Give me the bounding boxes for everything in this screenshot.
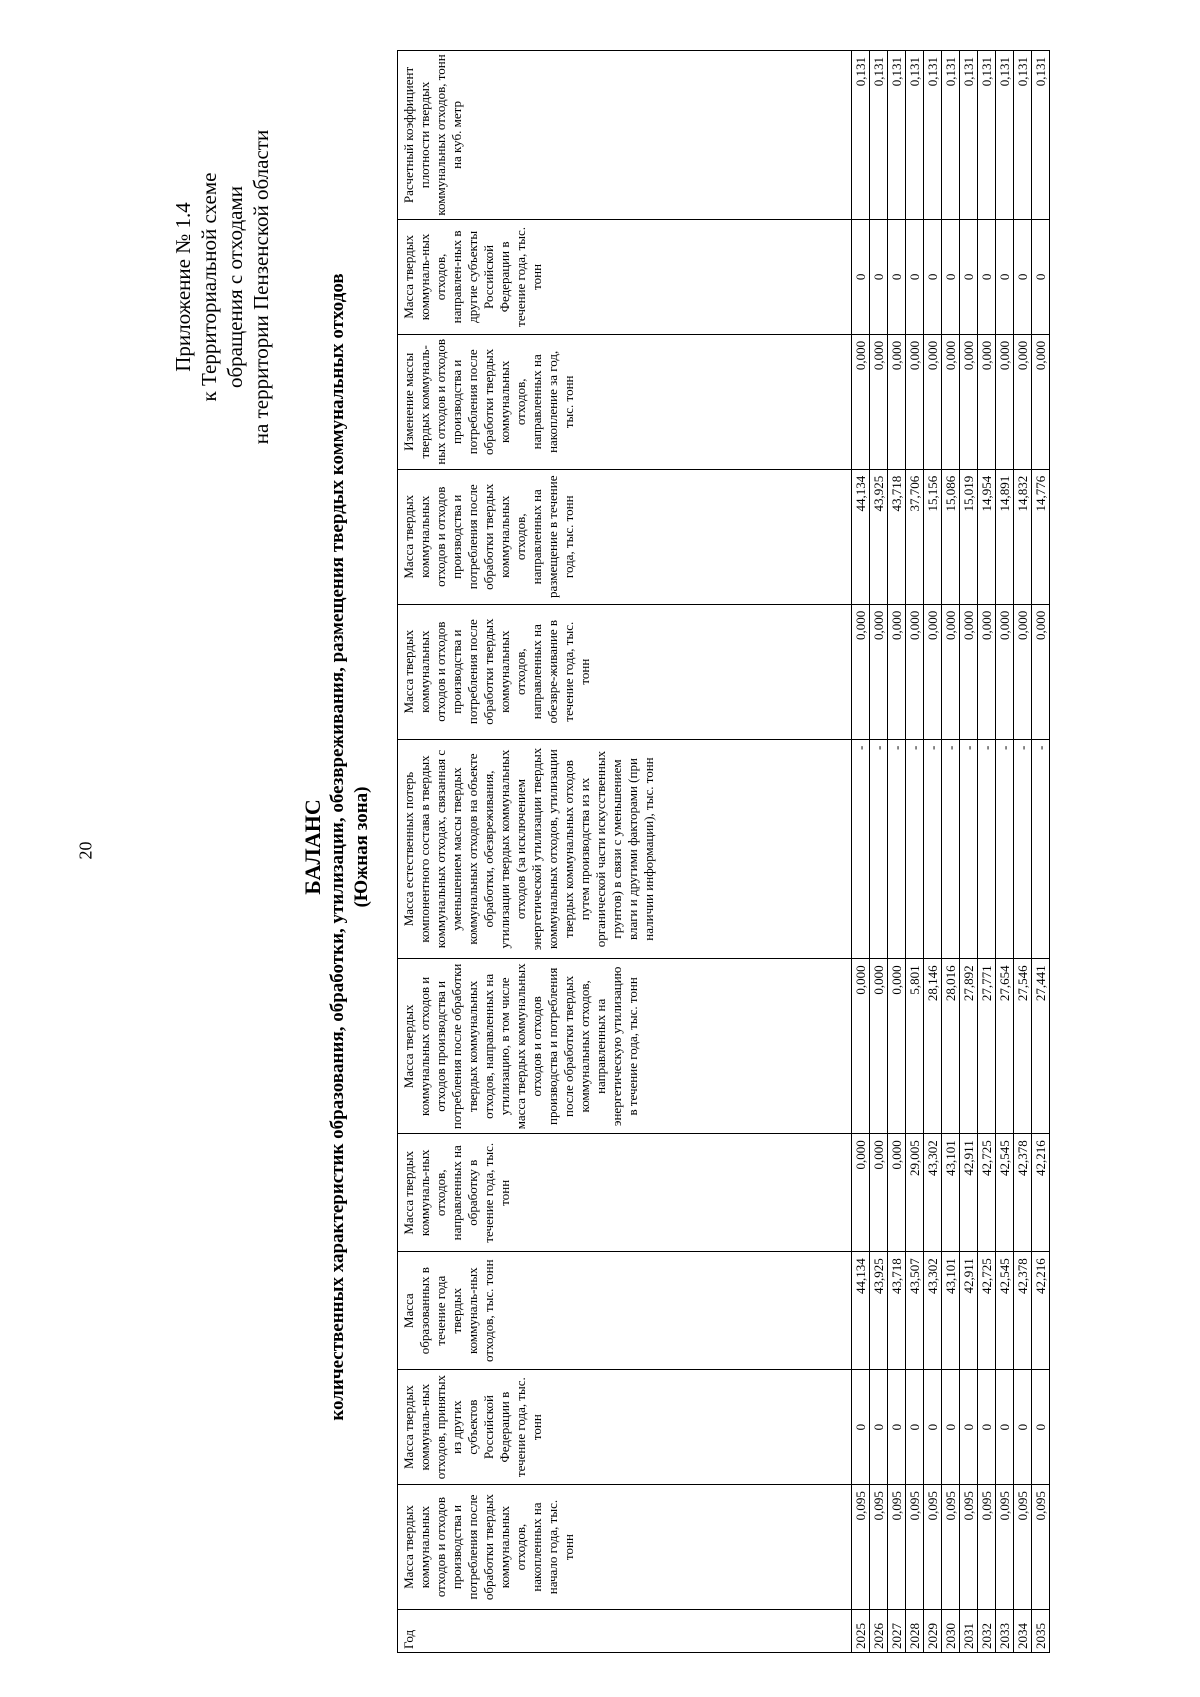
cell-accumulated: 0,095 [960, 1485, 978, 1610]
cell-accumulated: 0,095 [978, 1485, 996, 1610]
cell-accumulation-change: 0,000 [942, 334, 960, 469]
cell-year: 2032 [978, 1610, 996, 1653]
cell-generated: 42,216 [1032, 1252, 1050, 1370]
table-row [870, 51, 888, 1653]
cell-received: 0 [960, 1370, 978, 1485]
cell-disposal: 15,156 [924, 469, 942, 604]
cell-processing: 42,545 [996, 1134, 1014, 1252]
cell-neutralization: 0,000 [906, 604, 924, 739]
cell-received: 0 [1014, 1370, 1032, 1485]
cell-disposal: 14,832 [1014, 469, 1032, 604]
cell-accumulation-change: 0,000 [852, 334, 870, 469]
cell-disposal: 14,954 [978, 469, 996, 604]
cell-accumulation-change: 0,000 [960, 334, 978, 469]
cell-accumulation-change: 0,000 [1032, 334, 1050, 469]
cell-natural-losses: - [978, 739, 996, 959]
cell-generated: 43,101 [942, 1252, 960, 1370]
appendix-line-2: к Территориальной схеме [197, 172, 221, 402]
cell-utilization: 0,000 [870, 959, 888, 1134]
column-header-accumulated: Масса твердых коммунальных отходов и отходов производства и потребления после обработки твердых коммунальных отходов, накопленных на начало года, тыс. тонн [398, 1485, 852, 1610]
cell-accumulated: 0,095 [852, 1485, 870, 1610]
column-header-year: Год [398, 1610, 852, 1653]
column-header-processing: Масса твердых коммуналь-ных отходов, направленных на обработку в течение года, тыс. тонн [398, 1134, 852, 1252]
cell-natural-losses: - [852, 739, 870, 959]
cell-natural-losses: - [924, 739, 942, 959]
cell-neutralization: 0,000 [996, 604, 1014, 739]
appendix-note [170, 7, 274, 567]
cell-sent-out: 0 [978, 219, 996, 334]
cell-generated: 42,911 [960, 1252, 978, 1370]
cell-utilization: 0,000 [888, 959, 906, 1134]
table-row [978, 51, 996, 1653]
cell-processing: 29,005 [906, 1134, 924, 1252]
cell-density: 0,131 [906, 51, 924, 220]
cell-accumulated: 0,095 [942, 1485, 960, 1610]
cell-received: 0 [852, 1370, 870, 1485]
table-row [906, 51, 924, 1653]
cell-neutralization: 0,000 [1032, 604, 1050, 739]
cell-received: 0 [924, 1370, 942, 1485]
cell-processing: 42,725 [978, 1134, 996, 1252]
cell-neutralization: 0,000 [960, 604, 978, 739]
cell-generated: 43,925 [870, 1252, 888, 1370]
cell-accumulation-change: 0,000 [870, 334, 888, 469]
cell-disposal: 44,134 [852, 469, 870, 604]
cell-processing: 0,000 [888, 1134, 906, 1252]
cell-generated: 44,134 [852, 1252, 870, 1370]
cell-sent-out: 0 [942, 219, 960, 334]
cell-year: 2035 [1032, 1610, 1050, 1653]
appendix-line-3: обращения с отходами [223, 186, 247, 388]
cell-accumulated: 0,095 [996, 1485, 1014, 1610]
cell-accumulated: 0,095 [1014, 1485, 1032, 1610]
cell-processing: 42,911 [960, 1134, 978, 1252]
cell-neutralization: 0,000 [888, 604, 906, 739]
cell-received: 0 [906, 1370, 924, 1485]
cell-disposal: 14,776 [1032, 469, 1050, 604]
cell-processing: 42,216 [1032, 1134, 1050, 1252]
table-row [1032, 51, 1050, 1653]
cell-accumulated: 0,095 [906, 1485, 924, 1610]
cell-natural-losses: - [1032, 739, 1050, 959]
column-header-utilization: Масса твердых коммунальных отходов и отходов производства и потребления после обработки твердых коммунальных отходов, направленных на утилизацию, в том числе масса твердых коммунальных отходов и отходов производства и потребления после обработки твердых коммунальных отходов, направленных на энергетическую утилизацию в течение года, тыс. тонн [398, 959, 852, 1134]
cell-neutralization: 0,000 [1014, 604, 1032, 739]
cell-density: 0,131 [1032, 51, 1050, 220]
title-line-1: БАЛАНС [300, 799, 325, 895]
cell-utilization: 27,892 [960, 959, 978, 1134]
cell-density: 0,131 [888, 51, 906, 220]
cell-sent-out: 0 [924, 219, 942, 334]
column-header-neutralization: Масса твердых коммунальных отходов и отходов производства и потребления после обработки твердых коммунальных отходов, направленных на обезвре-живание в течение года, тыс. тонн [398, 604, 852, 739]
balance-table [397, 50, 1050, 1653]
table-row [852, 51, 870, 1653]
cell-generated: 42,378 [1014, 1252, 1032, 1370]
cell-neutralization: 0,000 [924, 604, 942, 739]
cell-sent-out: 0 [1032, 219, 1050, 334]
cell-density: 0,131 [960, 51, 978, 220]
cell-density: 0,131 [852, 51, 870, 220]
cell-neutralization: 0,000 [942, 604, 960, 739]
column-header-received: Масса твердых коммуналь-ных отходов, принятых из других субъектов Российской Федерации в течение года, тыс. тонн [398, 1370, 852, 1485]
cell-year: 2030 [942, 1610, 960, 1653]
column-header-sent-out: Масса твердых коммуналь-ных отходов, направлен-ных в другие субъекты Российской Федерации в течение года, тыс. тонн [398, 219, 852, 334]
appendix-line-1: Приложение № 1.4 [171, 202, 195, 372]
cell-density: 0,131 [1014, 51, 1032, 220]
cell-accumulated: 0,095 [888, 1485, 906, 1610]
table-row [1014, 51, 1032, 1653]
cell-accumulated: 0,095 [1032, 1485, 1050, 1610]
cell-neutralization: 0,000 [852, 604, 870, 739]
cell-accumulation-change: 0,000 [888, 334, 906, 469]
cell-disposal: 43,925 [870, 469, 888, 604]
cell-accumulated: 0,095 [870, 1485, 888, 1610]
cell-year: 2029 [924, 1610, 942, 1653]
cell-year: 2033 [996, 1610, 1014, 1653]
page-number: 20 [75, 841, 96, 860]
cell-natural-losses: - [960, 739, 978, 959]
cell-utilization: 27,441 [1032, 959, 1050, 1134]
cell-utilization: 0,000 [852, 959, 870, 1134]
cell-natural-losses: - [888, 739, 906, 959]
cell-sent-out: 0 [996, 219, 1014, 334]
cell-processing: 0,000 [870, 1134, 888, 1252]
cell-accumulation-change: 0,000 [924, 334, 942, 469]
cell-density: 0,131 [942, 51, 960, 220]
title-line-3: (Южная зона) [351, 786, 372, 908]
cell-natural-losses: - [870, 739, 888, 959]
document-title [300, 57, 374, 1637]
cell-processing: 43,302 [924, 1134, 942, 1252]
cell-utilization: 28,146 [924, 959, 942, 1134]
cell-year: 2027 [888, 1610, 906, 1653]
cell-sent-out: 0 [1014, 219, 1032, 334]
table-row [996, 51, 1014, 1653]
table-row [924, 51, 942, 1653]
cell-year: 2034 [1014, 1610, 1032, 1653]
cell-neutralization: 0,000 [870, 604, 888, 739]
table-row [942, 51, 960, 1653]
cell-received: 0 [870, 1370, 888, 1485]
cell-received: 0 [978, 1370, 996, 1485]
cell-disposal: 15,019 [960, 469, 978, 604]
cell-processing: 43,101 [942, 1134, 960, 1252]
cell-density: 0,131 [996, 51, 1014, 220]
column-header-natural-losses: Масса естественных потерь компонентного состава в твердых коммунальных отходах, связанная с уменьшением массы твердых коммунальных отходов на объекте обработки, обезвреживания, утилизации твердых коммунальных отходов (за исключением энергетической утилизации твердых коммунальных отходов, утилизации твердых коммунальных отходов путем производства из их органической части искусственных грунтов) в связи с уменьшением влаги и другими факторами (при наличии информации), тыс. тонн [398, 739, 852, 959]
cell-accumulated: 0,095 [924, 1485, 942, 1610]
cell-natural-losses: - [942, 739, 960, 959]
cell-received: 0 [996, 1370, 1014, 1485]
cell-utilization: 27,771 [978, 959, 996, 1134]
cell-year: 2025 [852, 1610, 870, 1653]
cell-generated: 43,718 [888, 1252, 906, 1370]
cell-year: 2026 [870, 1610, 888, 1653]
cell-year: 2031 [960, 1610, 978, 1653]
cell-sent-out: 0 [906, 219, 924, 334]
cell-received: 0 [888, 1370, 906, 1485]
cell-accumulation-change: 0,000 [906, 334, 924, 469]
cell-received: 0 [1032, 1370, 1050, 1485]
cell-density: 0,131 [978, 51, 996, 220]
column-header-generated: Масса образованных в течение года твердых коммуналь-ных отходов, тыс. тонн [398, 1252, 852, 1370]
cell-generated: 42,725 [978, 1252, 996, 1370]
cell-neutralization: 0,000 [978, 604, 996, 739]
appendix-line-4: на территории Пензенской области [249, 129, 273, 445]
cell-generated: 43,302 [924, 1252, 942, 1370]
cell-sent-out: 0 [852, 219, 870, 334]
cell-natural-losses: - [996, 739, 1014, 959]
column-header-density: Расчетный коэффициент плотности твердых коммунальных отходов, тонн на куб. метр [398, 51, 852, 220]
cell-accumulation-change: 0,000 [996, 334, 1014, 469]
cell-received: 0 [942, 1370, 960, 1485]
cell-density: 0,131 [870, 51, 888, 220]
cell-sent-out: 0 [870, 219, 888, 334]
cell-generated: 42,545 [996, 1252, 1014, 1370]
cell-utilization: 27,654 [996, 959, 1014, 1134]
cell-generated: 43,507 [906, 1252, 924, 1370]
cell-utilization: 28,016 [942, 959, 960, 1134]
table-row [888, 51, 906, 1653]
title-line-2: количественных характеристик образования, обработки, утилизации, обезвреживания, размещения твердых коммунальных отходов [327, 273, 348, 1421]
cell-sent-out: 0 [888, 219, 906, 334]
cell-accumulation-change: 0,000 [978, 334, 996, 469]
cell-disposal: 37,706 [906, 469, 924, 604]
cell-utilization: 5,801 [906, 959, 924, 1134]
cell-year: 2028 [906, 1610, 924, 1653]
cell-sent-out: 0 [960, 219, 978, 334]
cell-natural-losses: - [906, 739, 924, 959]
cell-accumulation-change: 0,000 [1014, 334, 1032, 469]
table-row [960, 51, 978, 1653]
column-header-disposal: Масса твердых коммунальных отходов и отходов производства и потребления после обработки твердых коммунальных отходов, направленных на размещение в течение года, тыс. тонн [398, 469, 852, 604]
cell-density: 0,131 [924, 51, 942, 220]
table-header-row [398, 51, 852, 1653]
cell-utilization: 27,546 [1014, 959, 1032, 1134]
cell-disposal: 15,086 [942, 469, 960, 604]
cell-processing: 42,378 [1014, 1134, 1032, 1252]
column-header-accumulation-change: Изменение массы твердых коммуналь-ных отходов и отходов производства и потребления после обработки твердых коммунальных отходов, направленных на накопление за год, тыс. тонн [398, 334, 852, 469]
cell-natural-losses: - [1014, 739, 1032, 959]
cell-processing: 0,000 [852, 1134, 870, 1252]
cell-disposal: 43,718 [888, 469, 906, 604]
cell-disposal: 14,891 [996, 469, 1014, 604]
